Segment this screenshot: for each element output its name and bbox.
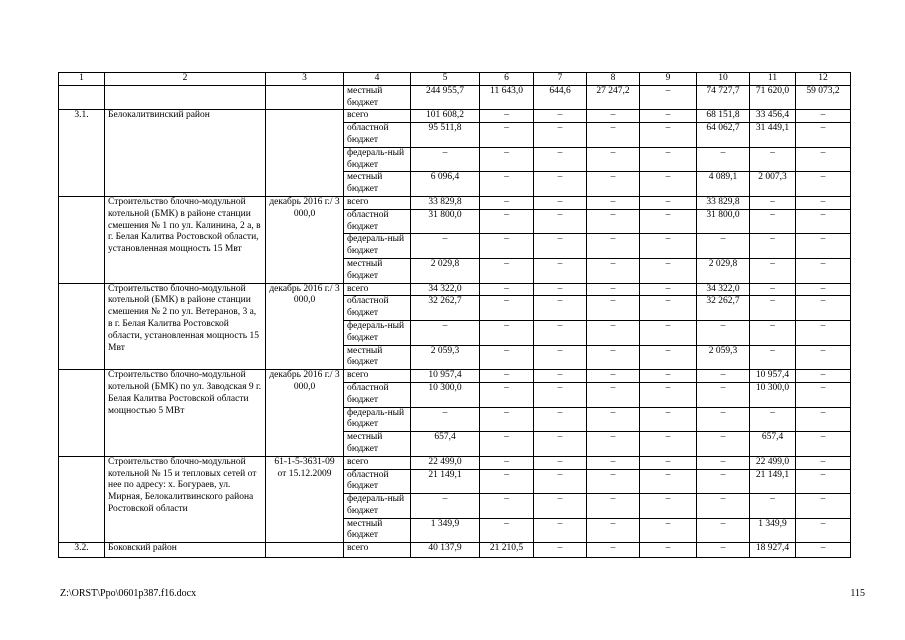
- value-cell: –: [587, 283, 640, 296]
- object-name-cell: [105, 85, 266, 110]
- row-number-cell: [59, 85, 105, 110]
- value-cell: 31 449,1: [750, 123, 796, 148]
- funding-source-cell: всего: [344, 543, 411, 558]
- value-cell: –: [480, 234, 534, 259]
- value-cell: –: [534, 320, 587, 345]
- value-cell: –: [480, 147, 534, 172]
- page-number: 115: [850, 588, 865, 599]
- funding-source-cell: областной бюджет: [344, 296, 411, 321]
- row-number-cell: [59, 370, 105, 457]
- value-cell: –: [480, 518, 534, 543]
- value-cell: –: [534, 518, 587, 543]
- value-cell: 68 151,8: [697, 110, 750, 123]
- funding-source-cell: областной бюджет: [344, 209, 411, 234]
- funding-source-cell: областной бюджет: [344, 382, 411, 407]
- value-cell: 6 096,4: [411, 172, 480, 197]
- value-cell: –: [796, 382, 851, 407]
- deadline-cell: 61-1-5-3631-09 от 15.12.2009: [266, 456, 344, 543]
- footer-file-path: Z:\ORST\Ppo\0601p387.f16.docx: [60, 588, 197, 599]
- value-cell: 34 322,0: [697, 283, 750, 296]
- funding-source-cell: областной бюджет: [344, 469, 411, 494]
- value-cell: –: [750, 320, 796, 345]
- funding-source-cell: федераль-ный бюджет: [344, 407, 411, 432]
- column-number: 9: [640, 73, 697, 86]
- value-cell: 33 829,8: [411, 196, 480, 209]
- value-cell: –: [534, 196, 587, 209]
- value-cell: –: [587, 296, 640, 321]
- value-cell: –: [796, 345, 851, 370]
- value-cell: –: [796, 432, 851, 457]
- column-number: 12: [796, 73, 851, 86]
- value-cell: –: [640, 283, 697, 296]
- value-cell: 64 062,7: [697, 123, 750, 148]
- value-cell: –: [480, 456, 534, 469]
- value-cell: –: [796, 110, 851, 123]
- value-cell: –: [534, 258, 587, 283]
- row-number-cell: [59, 196, 105, 283]
- value-cell: –: [534, 407, 587, 432]
- value-cell: –: [697, 432, 750, 457]
- value-cell: –: [587, 543, 640, 558]
- value-cell: –: [750, 258, 796, 283]
- funding-source-cell: местный бюджет: [344, 432, 411, 457]
- value-cell: 32 262,7: [697, 296, 750, 321]
- value-cell: –: [587, 494, 640, 519]
- row-number-cell: [59, 456, 105, 543]
- value-cell: –: [534, 209, 587, 234]
- deadline-cell: декабрь 2016 г./ 3 000,0: [266, 370, 344, 457]
- funding-source-cell: федераль-ный бюджет: [344, 147, 411, 172]
- value-cell: –: [697, 456, 750, 469]
- value-cell: 22 499,0: [411, 456, 480, 469]
- column-number: 6: [480, 73, 534, 86]
- value-cell: –: [411, 147, 480, 172]
- value-cell: –: [480, 283, 534, 296]
- value-cell: –: [587, 123, 640, 148]
- value-cell: –: [796, 258, 851, 283]
- value-cell: –: [640, 258, 697, 283]
- value-cell: –: [587, 432, 640, 457]
- value-cell: 657,4: [411, 432, 480, 457]
- value-cell: –: [750, 283, 796, 296]
- value-cell: 644,6: [534, 85, 587, 110]
- object-name-cell: Строительство блочно-модульной котельной (БМК) в районе станции смешения № 1 по ул. Калинина, 2 а, в г. Белая Калитва Ростовской области, установленная мощность 15 Мвт: [105, 196, 266, 283]
- budget-table: [58, 72, 851, 558]
- value-cell: 74 727,7: [697, 85, 750, 110]
- funding-source-cell: федераль-ный бюджет: [344, 494, 411, 519]
- funding-source-cell: всего: [344, 456, 411, 469]
- value-cell: –: [534, 123, 587, 148]
- column-number: 7: [534, 73, 587, 86]
- value-cell: –: [750, 196, 796, 209]
- value-cell: –: [534, 283, 587, 296]
- value-cell: –: [796, 456, 851, 469]
- value-cell: –: [587, 407, 640, 432]
- value-cell: –: [640, 234, 697, 259]
- value-cell: –: [750, 147, 796, 172]
- value-cell: –: [697, 407, 750, 432]
- value-cell: –: [534, 172, 587, 197]
- value-cell: –: [640, 382, 697, 407]
- value-cell: –: [697, 382, 750, 407]
- value-cell: 21 149,1: [411, 469, 480, 494]
- deadline-cell: [266, 85, 344, 110]
- value-cell: –: [640, 518, 697, 543]
- value-cell: –: [411, 234, 480, 259]
- value-cell: 2 029,8: [697, 258, 750, 283]
- value-cell: –: [534, 234, 587, 259]
- value-cell: 34 322,0: [411, 283, 480, 296]
- value-cell: –: [587, 469, 640, 494]
- value-cell: –: [534, 370, 587, 383]
- column-number-row: [59, 73, 851, 86]
- value-cell: 2 029,8: [411, 258, 480, 283]
- value-cell: –: [534, 456, 587, 469]
- column-number: 5: [411, 73, 480, 86]
- value-cell: 1 349,9: [750, 518, 796, 543]
- value-cell: –: [697, 147, 750, 172]
- value-cell: 2 059,3: [411, 345, 480, 370]
- value-cell: 2 007,3: [750, 172, 796, 197]
- value-cell: –: [480, 469, 534, 494]
- table-row: [59, 196, 851, 209]
- object-name-cell: Белокалитвинский район: [105, 110, 266, 197]
- value-cell: –: [534, 345, 587, 370]
- value-cell: –: [796, 196, 851, 209]
- value-cell: 1 349,9: [411, 518, 480, 543]
- column-number: 8: [587, 73, 640, 86]
- value-cell: 95 511,8: [411, 123, 480, 148]
- value-cell: –: [640, 147, 697, 172]
- value-cell: –: [587, 172, 640, 197]
- value-cell: –: [534, 147, 587, 172]
- value-cell: –: [796, 370, 851, 383]
- value-cell: –: [796, 283, 851, 296]
- column-number: 4: [344, 73, 411, 86]
- value-cell: 21 149,1: [750, 469, 796, 494]
- funding-source-cell: всего: [344, 196, 411, 209]
- value-cell: –: [480, 296, 534, 321]
- value-cell: –: [640, 407, 697, 432]
- value-cell: –: [587, 456, 640, 469]
- value-cell: –: [750, 296, 796, 321]
- value-cell: –: [587, 258, 640, 283]
- funding-source-cell: местный бюджет: [344, 172, 411, 197]
- value-cell: –: [480, 320, 534, 345]
- row-number-cell: 3.2.: [59, 543, 105, 558]
- value-cell: 33 456,4: [750, 110, 796, 123]
- value-cell: –: [480, 407, 534, 432]
- value-cell: –: [796, 320, 851, 345]
- value-cell: –: [796, 123, 851, 148]
- row-number-cell: 3.1.: [59, 110, 105, 197]
- value-cell: 10 957,4: [411, 370, 480, 383]
- value-cell: –: [480, 382, 534, 407]
- value-cell: –: [697, 494, 750, 519]
- value-cell: –: [587, 518, 640, 543]
- value-cell: –: [534, 296, 587, 321]
- value-cell: –: [480, 172, 534, 197]
- value-cell: 31 800,0: [411, 209, 480, 234]
- value-cell: –: [796, 147, 851, 172]
- value-cell: –: [587, 320, 640, 345]
- value-cell: –: [750, 345, 796, 370]
- value-cell: –: [796, 209, 851, 234]
- value-cell: –: [480, 196, 534, 209]
- value-cell: –: [697, 234, 750, 259]
- value-cell: 31 800,0: [697, 209, 750, 234]
- value-cell: –: [640, 543, 697, 558]
- value-cell: –: [796, 494, 851, 519]
- value-cell: 101 608,2: [411, 110, 480, 123]
- value-cell: –: [534, 432, 587, 457]
- value-cell: –: [796, 518, 851, 543]
- column-number: 10: [697, 73, 750, 86]
- table-row: [59, 283, 851, 296]
- value-cell: –: [534, 543, 587, 558]
- value-cell: 10 300,0: [750, 382, 796, 407]
- value-cell: –: [750, 234, 796, 259]
- value-cell: –: [587, 382, 640, 407]
- value-cell: 32 262,7: [411, 296, 480, 321]
- value-cell: –: [587, 110, 640, 123]
- value-cell: –: [697, 518, 750, 543]
- value-cell: 10 957,4: [750, 370, 796, 383]
- funding-source-cell: областной бюджет: [344, 123, 411, 148]
- value-cell: –: [411, 494, 480, 519]
- value-cell: –: [640, 370, 697, 383]
- value-cell: –: [480, 110, 534, 123]
- value-cell: –: [587, 234, 640, 259]
- value-cell: 244 955,7: [411, 85, 480, 110]
- value-cell: –: [480, 432, 534, 457]
- value-cell: –: [796, 296, 851, 321]
- deadline-cell: [266, 110, 344, 197]
- value-cell: –: [640, 345, 697, 370]
- table-row: [59, 543, 851, 558]
- value-cell: –: [534, 382, 587, 407]
- value-cell: –: [587, 209, 640, 234]
- row-number-cell: [59, 283, 105, 370]
- table-row: [59, 456, 851, 469]
- funding-source-cell: местный бюджет: [344, 518, 411, 543]
- value-cell: 10 300,0: [411, 382, 480, 407]
- value-cell: 657,4: [750, 432, 796, 457]
- value-cell: –: [640, 196, 697, 209]
- value-cell: 11 643,0: [480, 85, 534, 110]
- deadline-cell: декабрь 2016 г./ 3 000,0: [266, 283, 344, 370]
- value-cell: –: [750, 209, 796, 234]
- value-cell: –: [587, 196, 640, 209]
- funding-source-cell: местный бюджет: [344, 345, 411, 370]
- value-cell: –: [640, 110, 697, 123]
- deadline-cell: декабрь 2016 г./ 3 000,0: [266, 196, 344, 283]
- value-cell: 40 137,9: [411, 543, 480, 558]
- value-cell: –: [534, 494, 587, 519]
- value-cell: 21 210,5: [480, 543, 534, 558]
- value-cell: 22 499,0: [750, 456, 796, 469]
- value-cell: –: [411, 320, 480, 345]
- funding-source-cell: федераль-ный бюджет: [344, 320, 411, 345]
- value-cell: –: [587, 370, 640, 383]
- value-cell: 27 247,2: [587, 85, 640, 110]
- value-cell: –: [796, 172, 851, 197]
- funding-source-cell: всего: [344, 283, 411, 296]
- value-cell: –: [587, 345, 640, 370]
- value-cell: 71 620,0: [750, 85, 796, 110]
- value-cell: –: [640, 432, 697, 457]
- value-cell: 18 927,4: [750, 543, 796, 558]
- object-name-cell: Строительство блочно-модульной котельной № 15 и тепловых сетей от нее по адресу: х. Богураев, ул. Мирная, Белокалитвинского района Ростовской области: [105, 456, 266, 543]
- value-cell: –: [750, 407, 796, 432]
- value-cell: –: [640, 123, 697, 148]
- value-cell: –: [640, 469, 697, 494]
- deadline-cell: [266, 543, 344, 558]
- value-cell: –: [640, 172, 697, 197]
- column-number: 1: [59, 73, 105, 86]
- table-row: [59, 85, 851, 110]
- value-cell: –: [796, 469, 851, 494]
- value-cell: –: [697, 320, 750, 345]
- value-cell: –: [480, 345, 534, 370]
- value-cell: 59 073,2: [796, 85, 851, 110]
- funding-source-cell: всего: [344, 370, 411, 383]
- funding-source-cell: всего: [344, 110, 411, 123]
- object-name-cell: Строительство блочно-модульной котельной (БМК) по ул. Заводская 9 г. Белая Калитва Ростовской области мощностью 5 МВт: [105, 370, 266, 457]
- value-cell: –: [411, 407, 480, 432]
- value-cell: –: [480, 123, 534, 148]
- value-cell: –: [640, 320, 697, 345]
- value-cell: –: [640, 209, 697, 234]
- value-cell: –: [750, 494, 796, 519]
- column-number: 11: [750, 73, 796, 86]
- value-cell: 33 829,8: [697, 196, 750, 209]
- value-cell: –: [640, 296, 697, 321]
- value-cell: 4 089,1: [697, 172, 750, 197]
- value-cell: –: [796, 407, 851, 432]
- funding-source-cell: местный бюджет: [344, 258, 411, 283]
- object-name-cell: Строительство блочно-модульной котельной (БМК) в районе станции смешения № 2 по ул. Ветеранов, 3 а, в г. Белая Калитва Ростовской области, установленная мощность 15 Мвт: [105, 283, 266, 370]
- funding-source-cell: местный бюджет: [344, 85, 411, 110]
- funding-source-cell: федераль-ный бюджет: [344, 234, 411, 259]
- value-cell: –: [480, 258, 534, 283]
- value-cell: –: [587, 147, 640, 172]
- value-cell: –: [796, 543, 851, 558]
- value-cell: –: [534, 110, 587, 123]
- table-row: [59, 370, 851, 383]
- table-row: [59, 110, 851, 123]
- value-cell: –: [697, 370, 750, 383]
- column-number: 3: [266, 73, 344, 86]
- value-cell: –: [697, 543, 750, 558]
- value-cell: –: [796, 234, 851, 259]
- value-cell: 2 059,3: [697, 345, 750, 370]
- value-cell: –: [480, 370, 534, 383]
- value-cell: –: [480, 494, 534, 519]
- value-cell: –: [640, 85, 697, 110]
- value-cell: –: [640, 456, 697, 469]
- object-name-cell: Боковский район: [105, 543, 266, 558]
- value-cell: –: [480, 209, 534, 234]
- value-cell: –: [534, 469, 587, 494]
- value-cell: –: [697, 469, 750, 494]
- column-number: 2: [105, 73, 266, 86]
- value-cell: –: [640, 494, 697, 519]
